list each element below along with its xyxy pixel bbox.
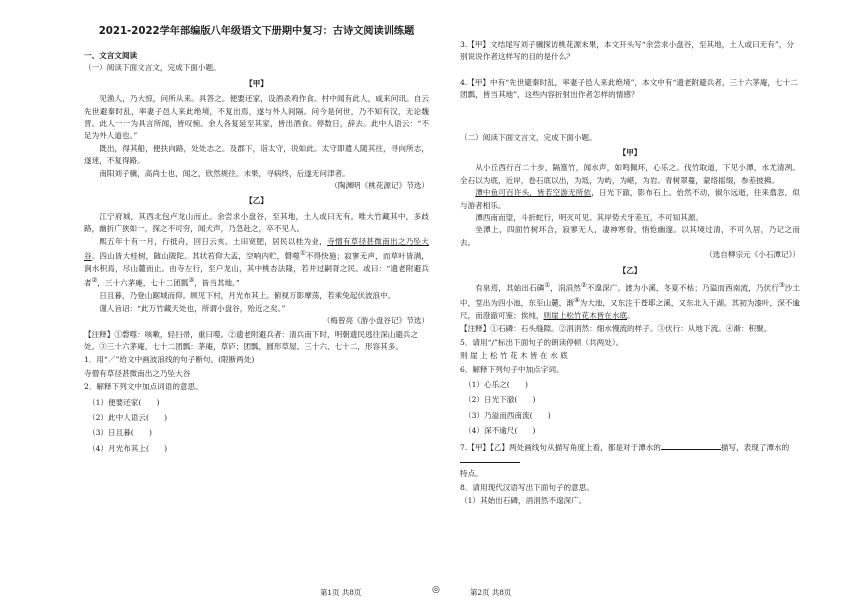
underlined-sentence-yi: 则崖上松竹花木皆在水底	[543, 310, 628, 320]
jia-paragraph-1: 见渔人，乃大惊，问所从来。具答之。便要还家，设酒杀鸡作食。村中闻有此人，咸来问讯。自云先世避秦时乱，率妻子邑人来此绝境，不复出焉，遂与外人间隔。问今是何世，乃不知有汉，无论魏晋。此人一一为具言所闻，皆叹惋。余人各复延至其家，皆出酒食。停数日，辞去。此中人语云：“不足为外人道也。”	[84, 94, 429, 141]
jia-paragraph-3: 南阳刘子骥，高尚士也，闻之，欣然规往。未果，寻病终，后遂无问津者。	[99, 168, 350, 178]
question-4: 4.【甲】中有“先世避秦时乱，率妻子邑人来此绝境”，本文中有“遗老附避兵者，三十六茅庵，七十二团瓢，皆当其地”，这些内容折射出作者怎样的情感？	[460, 77, 798, 100]
yi-paragraph-1: 江宁府城，其西北包卢龙山而止。余尝求小盘谷，至其地，土人或曰无有。唯大竹藏其中，多歧路，幽折广狭如一，探之不可穷，闻犬声，乃急赴之，卒不见人。	[84, 211, 429, 234]
question-1-text: 寺僧有草径甚微南出之乃坠大谷	[84, 368, 191, 378]
passage-label-jia-2: 【甲】	[618, 148, 642, 158]
wavy-underlined-sentence: 寺憎有草径甚微南出之乃坠大谷	[84, 236, 430, 261]
question-6-item: （3）乃溢而西南流( )	[464, 410, 551, 420]
question-7: 7.【甲】【乙】两处画线句从描写角度上看，都是对于潭水的 描写，表现了潭水的	[460, 441, 800, 468]
subsection-heading-2: （二）阅读下面文言文，完成下面小题。	[460, 132, 597, 142]
yi-source: （梅曾亮《游小盘谷记》节选）	[322, 316, 429, 326]
question-2-item: （2）此中人语云( )	[88, 413, 168, 423]
question-6: 6．解释下列句子中加点字词。	[460, 364, 564, 374]
question-3: 3.【甲】文结尾写刘子骥探访桃花源未果，本文开头写“余尝求小盘谷，至其地，土人或曰无有”，分别说说作者这样写的目的是什么？	[460, 40, 794, 62]
right-column	[460, 38, 800, 508]
section-heading: 一、文言文阅读	[84, 51, 138, 60]
jia-source: （陶渊明《桃花源记》节选）	[330, 181, 429, 191]
subsection-heading: （一）阅读下面文言文，完成下面小题。	[84, 63, 221, 73]
binding-mark-icon: ◎	[432, 585, 440, 595]
page-number-left: 第1页 共8页	[320, 588, 362, 597]
question-5-text: 则 崖 上 松 竹 花 木 皆 在 水 底	[460, 351, 568, 361]
left-column	[84, 38, 429, 455]
question-7-end: 特点。	[460, 469, 483, 479]
underlined-sentence-jia: 潭中鱼可百许头，皆若空游无所依	[475, 188, 592, 198]
question-2-item: （3）日且暮( )	[88, 428, 152, 438]
jia-paragraph-2: 既出，得其船，便扶向路，处处志之。及郡下，诣太守，说如此。太守即遣人随其往，寻向所志，遂迷，不复得路。	[84, 143, 429, 166]
question-8-item: （1）其始出石磷，涓涓然不遑深广。	[460, 496, 587, 506]
question-6-item: （2）日光下澈( )	[464, 395, 536, 405]
question-2-item: （4）月光布其上( )	[88, 443, 168, 453]
question-5: 5．请用“/”标出下面句子的朗读停顿（共两处）。	[460, 337, 624, 347]
page-number-right: 第2页 共8页	[470, 588, 512, 597]
passage2-paragraph-2: 潭中鱼可百许头，皆若空游无所依，日光下澈，影布石上。佁然不动，俶尔远逝，往来翕忽，似与游者相乐。	[460, 188, 801, 210]
page-title: 2021-2022学年部编版八年级语文下册期中复习：古诗文阅读训练题	[98, 26, 415, 37]
passage2-paragraph-3: 潭西南而望，斗折蛇行，明灭可见。其岸势犬牙差互，不可知其源。	[475, 213, 703, 223]
yi-paragraph-2: 熙五年十有一月，行抵舟，回日云亥。土田宽肥，居民以桂为业，寺憎有草径甚微南出之乃坠大谷。四山皆大桂树，随山陂陀。其状若仰大盂，空响内贮，磬噬①不得快施；寂寥无声，而草叶皆满，涧水积焉，尽山麓而止。由寺左行，至户龙山，其中桃杏法隆，若井过嗣胥之民。或曰：“遗老附避兵者②，三十六茅庵，七十二团瓢③，皆当其地。”	[84, 236, 430, 288]
question-6-item: （4）深不逾尺( )	[464, 426, 536, 436]
yi-paragraph-4: 谨人旨诏：“此万竹藏天处也，所谓小盘谷，殆近之矣。”	[99, 303, 286, 313]
passage-label-jia: 【甲】	[245, 78, 268, 88]
passage-label-yi-2: 【乙】	[618, 265, 642, 275]
passage2-paragraph-4: 坐潭上，四面竹树环合，寂寥无人，凄神寒骨，悄怆幽邃。以其境过清，不可久居，乃记之而去。	[460, 225, 800, 247]
annotation-note: 【注释】①磬噬：咳嗽，轻扫帚，重曰噬。②遗老附避兵者：清兵南下时，明朝遗民逃往深山避兵之处。③三十六茅庵，七十二团瓢：茅庵，草庐；团瓢，圆形草屋。三十六、七十二，形容其多。	[84, 329, 419, 351]
question-1: 1．用“／”给文中画波浪线的句子断句。(限断两处)	[84, 355, 255, 365]
question-6-item: （1）心乐之( )	[464, 380, 528, 389]
question-2-item: （1）便要还家( )	[88, 397, 160, 407]
answer-blank[interactable]	[661, 441, 721, 450]
annotation-note-2: 【注释】①石磷：石头缝隙。②涓涓然：细水慢流的样子。③伏行：从地下流。④渐：积聚。	[460, 324, 772, 334]
answer-blank[interactable]	[460, 454, 520, 463]
passage-label-yi: 【乙】	[245, 196, 268, 206]
passage2-source: （选自柳宗元《小石潭记》）	[705, 250, 800, 260]
passage2-yi-paragraph: 有泉焉，其始出石磷①，涓涓然②不遑深广。渡为小溪，冬夏不枯；乃溢而西南流，乃伏行③沙土中，堂出为四小池，东至山麓，渐④为大池，又东注于苍耶之溪，又东北入于湖。其初为漆叶，深不逾尺，而澄澈可鉴；俟纯，则崖上松竹花木皆在水底。	[460, 282, 801, 320]
passage2-paragraph-1: 从小丘西行百二十步，隔篁竹，闻水声，如鸣佩环，心乐之。伐竹取道，下见小潭，水尤清冽。全石以为底，近岸，卷石底以出，为坻，为屿，为嵁，为岩。青树翠蔓，蒙络摇缀，参差披拂。	[460, 163, 800, 185]
question-8: 8．请用现代汉语写出下面句子的意思。	[460, 482, 594, 492]
yi-paragraph-3: 日且暮，乃登山踞城而仰。顾见下村，月光布其上。俯视万影摩荡，若乘兔起伏波浪中。	[99, 291, 396, 301]
question-2: 2．解释下列文中加点词语的意思。	[84, 382, 203, 392]
